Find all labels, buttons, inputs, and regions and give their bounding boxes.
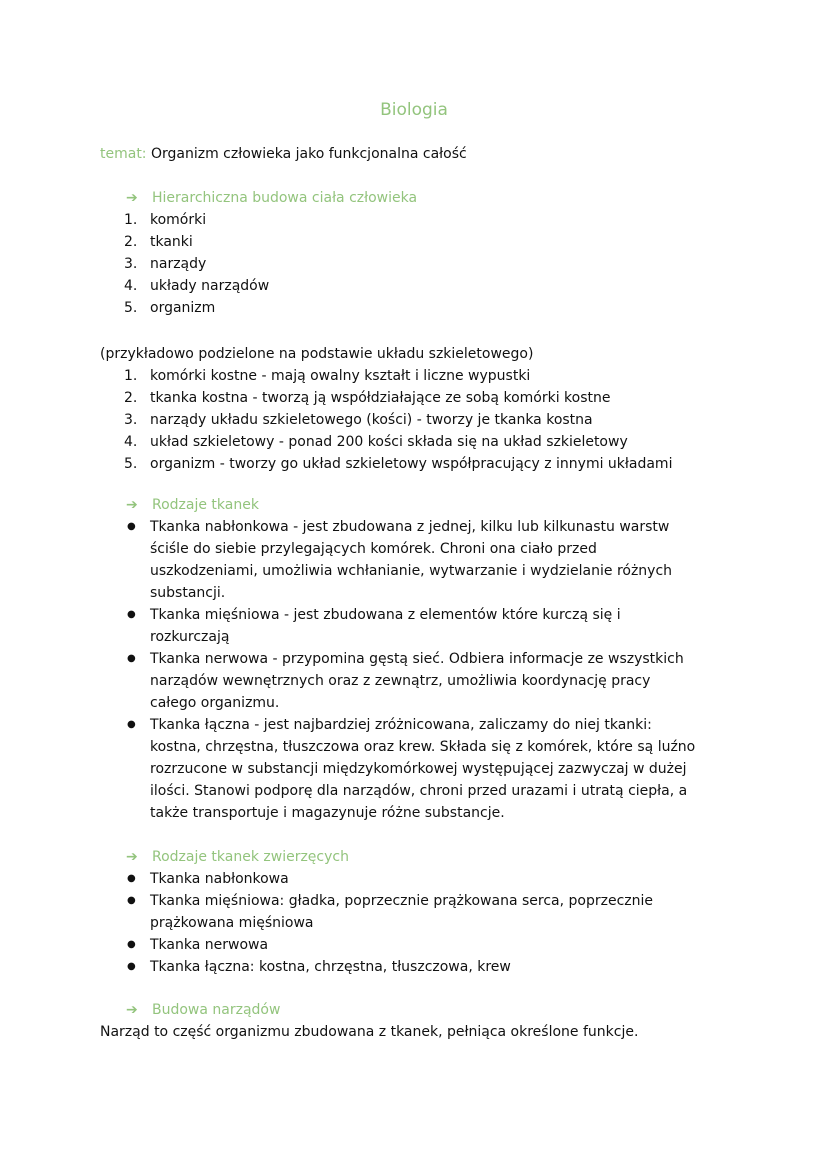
item-text: komórki kostne - mają owalny kształt i liczne wypustki xyxy=(150,368,531,384)
item-number: 5. xyxy=(124,456,138,472)
organs-text: Narząd to część organizmu zbudowana z tkanek, pełniąca określone funkcje. xyxy=(100,1024,639,1040)
item-line: Tkanka nabłonkowa xyxy=(150,871,289,887)
list-item xyxy=(100,956,740,978)
item-line: rozrzucone w substancji międzykomórkowej występującej zazwyczaj w dużej xyxy=(150,761,687,777)
topic-line xyxy=(100,146,467,162)
arrow-icon: ➔ xyxy=(126,849,138,865)
item-line: Tkanka nerwowa - przypomina gęstą sieć. Odbiera informacje ze wszystkich xyxy=(150,651,684,667)
bullet-icon: ● xyxy=(127,609,136,620)
arrow-icon: ➔ xyxy=(126,497,138,513)
arrow-icon: ➔ xyxy=(126,1002,138,1018)
item-text: narządy układu szkieletowego (kości) - tworzy je tkanka kostna xyxy=(150,412,593,428)
item-text: układy narządów xyxy=(150,278,270,294)
topic-text: Organizm człowieka jako funkcjonalna całość xyxy=(150,146,467,162)
animal-tissues-heading xyxy=(126,846,740,868)
example-intro: (przykładowo podzielone na podstawie układu szkieletowego) xyxy=(100,346,534,362)
bullet-icon: ● xyxy=(127,873,136,884)
list-item xyxy=(100,890,740,934)
item-number: 2. xyxy=(124,234,138,250)
list-item xyxy=(100,934,740,956)
item-line: narządów wewnętrznych oraz z zewnątrz, umożliwia koordynację pracy xyxy=(150,673,651,689)
tissues-heading xyxy=(126,494,740,516)
item-line: rozkurczają xyxy=(150,629,230,645)
page-title: Biologia xyxy=(380,100,448,120)
item-number: 3. xyxy=(124,256,138,272)
organs-heading xyxy=(126,999,740,1021)
hierarchy-section xyxy=(100,187,740,319)
item-text: organizm xyxy=(150,300,216,316)
item-line: Tkanka łączna: kostna, chrzęstna, tłuszczowa, krew xyxy=(150,959,511,975)
item-text: tkanki xyxy=(150,234,193,250)
heading-text: Hierarchiczna budowa ciała człowieka xyxy=(152,190,418,206)
item-number: 3. xyxy=(124,412,138,428)
item-line: ilości. Stanowi podporę dla narządów, chroni przed urazami i utratą ciepła, a xyxy=(150,783,688,799)
topic-label: temat: xyxy=(100,146,147,162)
item-line: Tkanka nerwowa xyxy=(150,937,269,953)
item-text: organizm - tworzy go układ szkieletowy współpracujący z innymi układami xyxy=(150,456,673,472)
list-item xyxy=(100,275,740,297)
bullet-icon: ● xyxy=(127,521,136,532)
item-text: tkanka kostna - tworzą ją współdziałające ze sobą komórki kostne xyxy=(150,390,611,406)
bullet-icon: ● xyxy=(127,961,136,972)
list-item xyxy=(100,365,740,387)
list-item xyxy=(100,453,740,475)
bullet-icon: ● xyxy=(127,939,136,950)
item-line: uszkodzeniami, umożliwia wchłanianie, wytwarzanie i wydzielanie różnych xyxy=(150,563,673,579)
list-item xyxy=(100,297,740,319)
item-line: substancji. xyxy=(150,585,226,601)
heading-text: Budowa narządów xyxy=(152,1002,281,1018)
heading-text: Rodzaje tkanek zwierzęcych xyxy=(152,849,349,865)
item-number: 1. xyxy=(124,368,138,384)
list-item xyxy=(100,209,740,231)
item-line: także transportuje i magazynuje różne substancje. xyxy=(150,805,505,821)
list-item xyxy=(100,253,740,275)
item-text: narządy xyxy=(150,256,207,272)
bullet-icon: ● xyxy=(127,895,136,906)
item-line: Tkanka mięśniowa: gładka, poprzecznie prążkowana serca, poprzecznie xyxy=(150,893,654,909)
item-line: kostna, chrzęstna, tłuszczowa oraz krew. Składa się z komórek, które są luźno xyxy=(150,739,696,755)
list-item xyxy=(100,868,740,890)
tissues-section xyxy=(100,494,740,824)
item-line: Tkanka mięśniowa - jest zbudowana z elementów które kurczą się i xyxy=(150,607,621,623)
list-item xyxy=(100,604,740,648)
example-section xyxy=(100,343,740,475)
item-line: prążkowana mięśniowa xyxy=(150,915,314,931)
heading-text: Rodzaje tkanek xyxy=(152,497,259,513)
bullet-icon: ● xyxy=(127,719,136,730)
item-line: Tkanka nabłonkowa - jest zbudowana z jednej, kilku lub kilkunastu warstw xyxy=(150,519,670,535)
animal-tissues-section xyxy=(100,846,740,978)
list-item xyxy=(100,714,740,824)
arrow-icon: ➔ xyxy=(126,190,138,206)
list-item xyxy=(100,516,740,604)
list-item xyxy=(100,387,740,409)
list-item xyxy=(100,648,740,714)
item-text: układ szkieletowy - ponad 200 kości składa się na układ szkieletowy xyxy=(150,434,628,450)
list-item xyxy=(100,231,740,253)
item-number: 1. xyxy=(124,212,138,228)
bullet-icon: ● xyxy=(127,653,136,664)
item-line: całego organizmu. xyxy=(150,695,280,711)
item-text: komórki xyxy=(150,212,207,228)
item-number: 5. xyxy=(124,300,138,316)
list-item xyxy=(100,409,740,431)
item-line: Tkanka łączna - jest najbardziej zróżnicowana, zaliczamy do niej tkanki: xyxy=(150,717,652,733)
item-number: 2. xyxy=(124,390,138,406)
list-item xyxy=(100,431,740,453)
item-number: 4. xyxy=(124,434,138,450)
item-number: 4. xyxy=(124,278,138,294)
hierarchy-heading xyxy=(126,187,740,209)
item-line: ściśle do siebie przylegających komórek. Chroni ona ciało przed xyxy=(150,541,597,557)
organs-section xyxy=(100,999,740,1043)
